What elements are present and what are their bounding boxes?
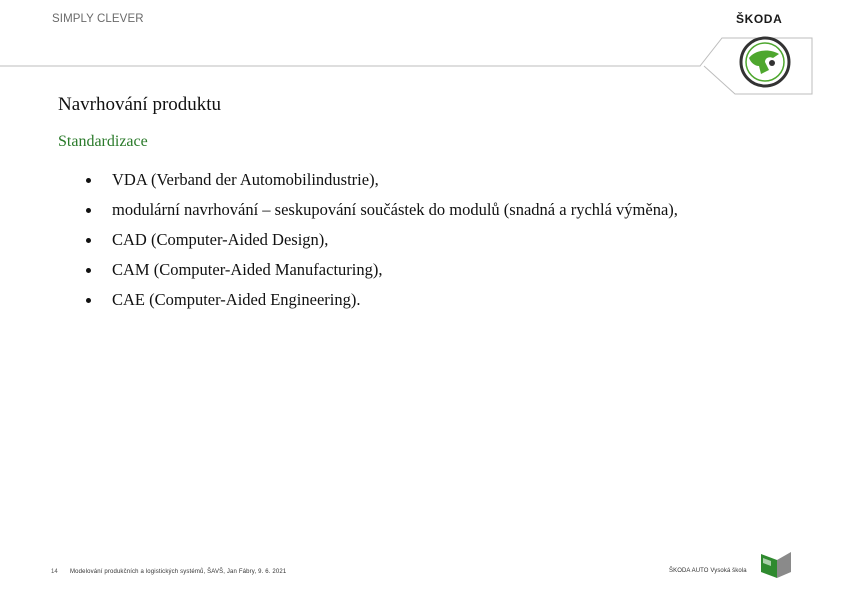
bullet-icon (86, 298, 91, 303)
bullet-text: VDA (Verband der Automobilindustrie), (112, 170, 379, 189)
bullet-icon (86, 238, 91, 243)
bullet-icon (86, 178, 91, 183)
page-number: 14 (51, 569, 58, 575)
footer-caption: Modelování produkčních a logistických systémů, ŠAVŠ, Jan Fábry, 9. 6. 2021 (70, 569, 287, 575)
bullet-icon (86, 208, 91, 213)
bullet-text: CAD (Computer-Aided Design), (112, 230, 329, 249)
skoda-logo-icon (739, 36, 791, 88)
header-divider (0, 0, 842, 100)
slide-subtitle: Standardizace (58, 133, 148, 150)
bullet-icon (86, 268, 91, 273)
brand-wordmark: ŠKODA (736, 12, 783, 26)
slide-title: Navrhování produktu (58, 94, 222, 115)
bullet-text: CAM (Computer-Aided Manufacturing), (112, 260, 383, 279)
bullet-text: CAE (Computer-Aided Engineering). (112, 290, 361, 309)
bullet-text: modulární navrhování – seskupování součástek do modulů (snadná a rychlá výměna), (112, 200, 678, 219)
footer-brand: ŠKODA AUTO Vysoká škola (669, 568, 747, 574)
footer-flag-logo-icon (759, 550, 793, 580)
tagline-simply-clever: SIMPLY CLEVER (52, 13, 144, 25)
